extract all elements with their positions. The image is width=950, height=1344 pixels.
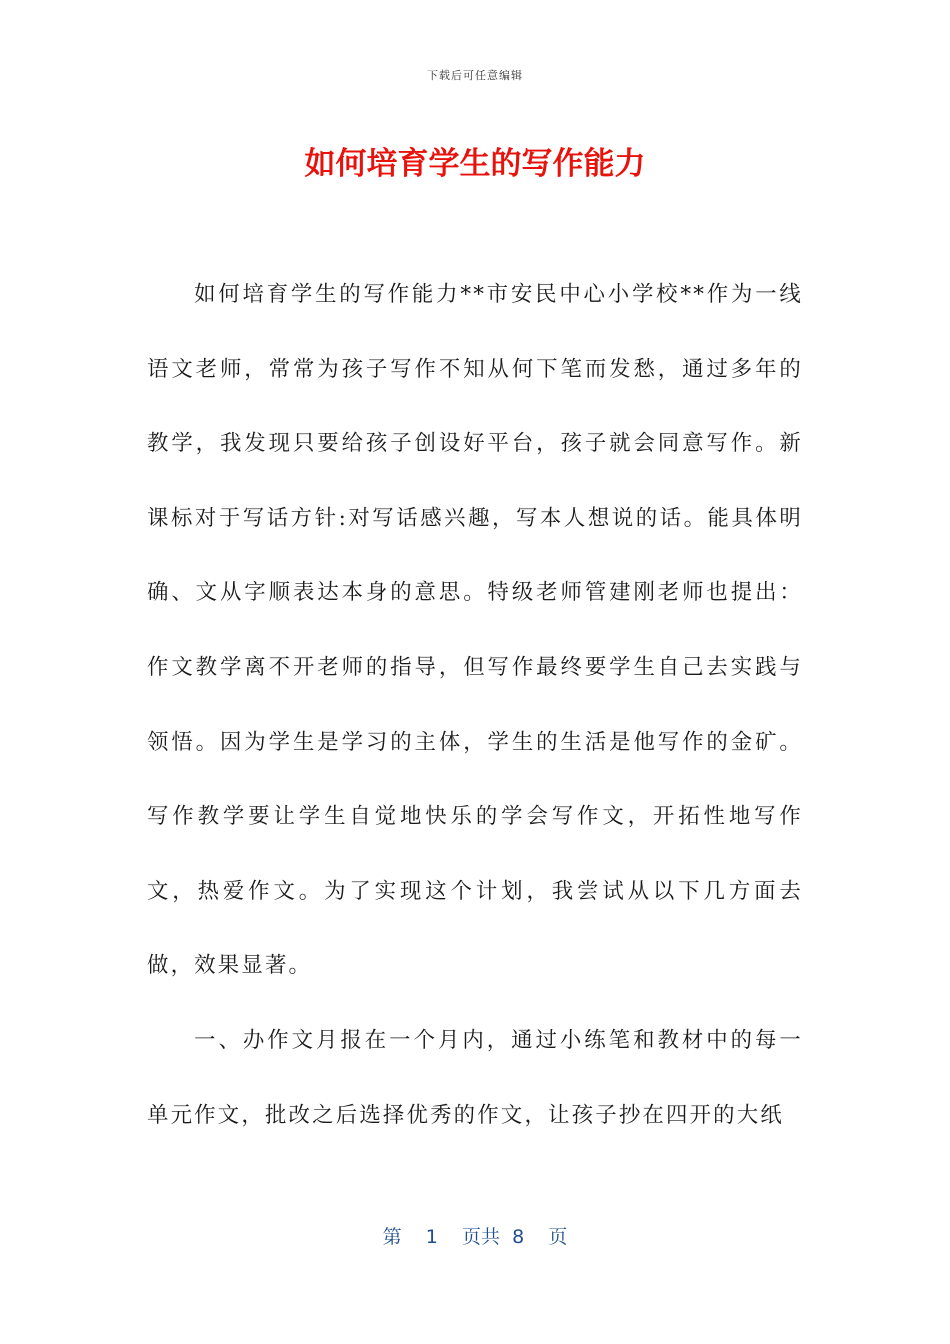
footer-label-of: 页共 — [462, 1226, 501, 1248]
footer-current-page: 1 — [425, 1226, 438, 1248]
document-title: 如何培育学生的写作能力 — [304, 146, 646, 182]
footer-total-pages: 8 — [512, 1226, 525, 1248]
paragraph-section-one: 一、办作文月报在一个月内，通过小练笔和教材中的每一单元作文，批改之后选择优秀的作文，让孩子抄在四开的大纸 — [147, 1027, 803, 1128]
document-body — [147, 258, 803, 1153]
header-note: 下载后可任意编辑 — [427, 69, 523, 82]
paragraph-intro: 如何培育学生的写作能力**市安民中心小学校**作为一线语文老师，常常为孩子写作不知从何下笔而发愁，通过多年的教学，我发现只要给孩子创设好平台，孩子就会同意写作。新课标对于写话方针:对写话感兴趣，写本人想说的话。能具体明确、文从字顺表达本身的意思。特级老师管建刚老师也提出：作文教学离不开老师的指导，但写作最终要学生自己去实践与领悟。因为学生是学习的主体，学生的生活是他写作的金矿。写作教学要让学生自觉地快乐的学会写作文，开拓性地写作文，热爱作文。为了实现这个计划，我尝试从以下几方面去做，效果显著。 — [147, 282, 803, 979]
footer-label-end: 页 — [548, 1226, 568, 1248]
page-footer — [0, 1222, 950, 1249]
footer-label-page: 第 — [382, 1226, 402, 1248]
